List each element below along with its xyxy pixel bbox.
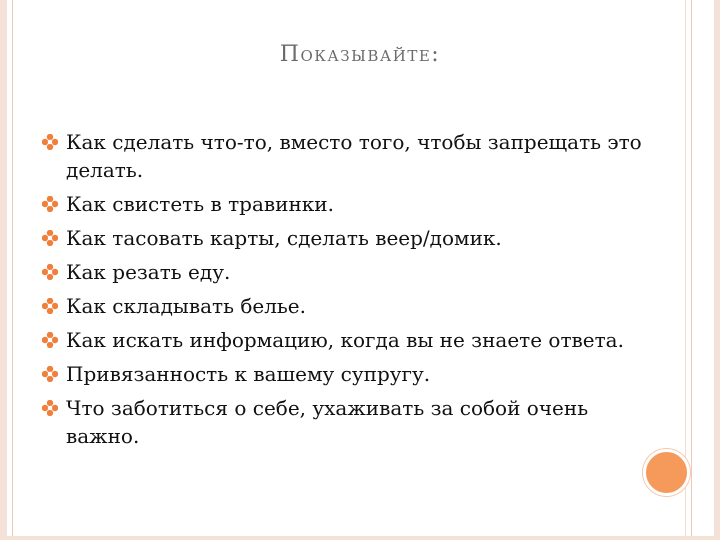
title-colon: : <box>431 42 441 67</box>
bullet-item <box>42 258 642 286</box>
flower-bullet-icon <box>42 264 58 280</box>
title-rest: ОКАЗЫВАЙТЕ <box>300 47 432 65</box>
bullet-text: Привязанность к вашему супругу. <box>66 362 431 386</box>
bullet-text: Как свистеть в травинки. <box>66 192 334 216</box>
bullet-text: Как искать информацию, когда вы не знаете ответа. <box>66 328 624 352</box>
flower-bullet-icon <box>42 134 58 150</box>
bullet-text: Как тасовать карты, сделать веер/домик. <box>66 226 502 250</box>
slide-title <box>0 42 720 67</box>
decorative-circle <box>643 449 690 496</box>
frame-bottom-band <box>0 536 720 540</box>
bullet-text: Что заботиться о себе, ухаживать за собой очень важно. <box>66 396 589 448</box>
frame-left-line <box>12 0 13 540</box>
bullet-item <box>42 360 642 388</box>
title-initial: П <box>279 42 301 67</box>
bullet-text: Как сделать что-то, вместо того, чтобы запрещать это делать. <box>66 130 642 182</box>
frame-left-band <box>0 0 7 540</box>
bullet-text: Как складывать белье. <box>66 294 306 318</box>
bullet-item <box>42 224 642 252</box>
bullet-item <box>42 326 642 354</box>
bullet-list <box>42 128 642 456</box>
frame-right-band <box>714 0 720 540</box>
bullet-text: Как резать еду. <box>66 260 231 284</box>
flower-bullet-icon <box>42 298 58 314</box>
flower-bullet-icon <box>42 332 58 348</box>
bullet-item <box>42 128 642 184</box>
flower-bullet-icon <box>42 366 58 382</box>
flower-bullet-icon <box>42 400 58 416</box>
flower-bullet-icon <box>42 196 58 212</box>
bullet-item <box>42 394 642 450</box>
flower-bullet-icon <box>42 230 58 246</box>
bullet-item <box>42 190 642 218</box>
frame-right-line <box>691 0 692 540</box>
bullet-item <box>42 292 642 320</box>
